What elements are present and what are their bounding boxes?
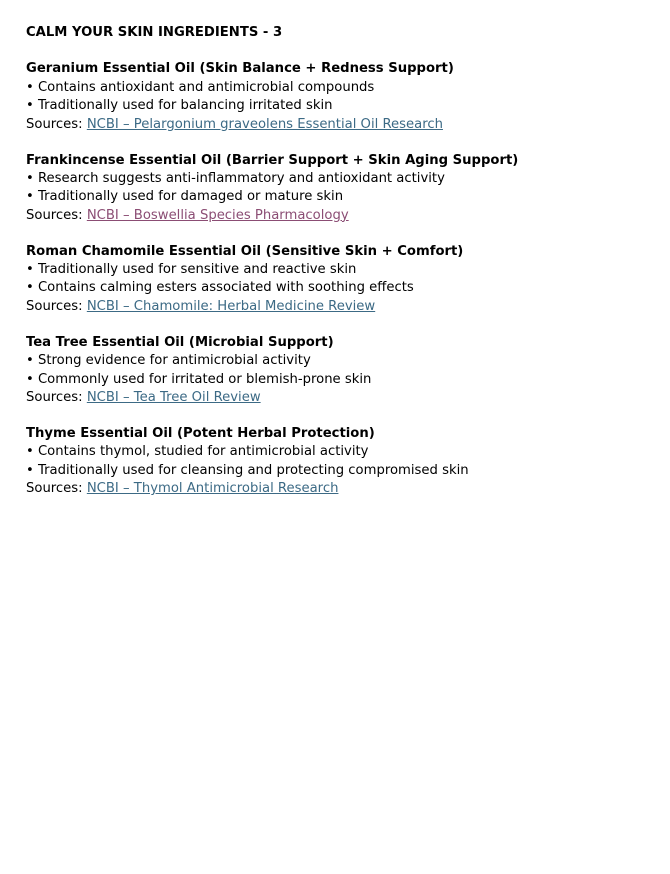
source-link-tea-tree[interactable]: NCBI – Tea Tree Oil Review xyxy=(86,390,261,405)
ingredient-section-roman-chamomile xyxy=(26,243,646,317)
section-heading: Tea Tree Essential Oil (Microbial Support) xyxy=(26,334,334,350)
bullet-point: • Traditionally used for balancing irritated skin xyxy=(26,98,333,114)
bullet-point: • Commonly used for irritated or blemish-prone skin xyxy=(26,371,372,387)
bullet-point: • Traditionally used for cleansing and protecting compromised skin xyxy=(26,462,469,478)
ingredient-section-tea-tree xyxy=(26,334,646,408)
bullet-point: • Research suggests anti-inflammatory and antioxidant activity xyxy=(26,170,445,186)
ingredient-section-thyme xyxy=(26,425,646,499)
bullet-point: • Contains calming esters associated with soothing effects xyxy=(26,280,414,296)
sources-line xyxy=(26,389,646,407)
sources-label: Sources: xyxy=(26,481,87,497)
sources-label: Sources: xyxy=(26,390,87,405)
section-heading: Thyme Essential Oil (Potent Herbal Protection) xyxy=(26,425,375,441)
source-link-geranium[interactable]: NCBI – Pelargonium graveolens Essential Oil Research xyxy=(86,116,443,132)
section-heading: Frankincense Essential Oil (Barrier Support + Skin Aging Support) xyxy=(26,152,519,168)
bullet-point: • Strong evidence for antimicrobial activity xyxy=(26,353,311,369)
ingredient-section-geranium xyxy=(26,60,646,134)
section-heading: Roman Chamomile Essential Oil (Sensitive Skin + Comfort) xyxy=(26,243,464,259)
document-title: CALM YOUR SKIN INGREDIENTS - 3 xyxy=(26,25,283,40)
source-link-thyme[interactable]: NCBI – Thymol Antimicrobial Research xyxy=(86,481,339,497)
sources-label: Sources: xyxy=(26,298,87,314)
bullet-point: • Contains antioxidant and antimicrobial compounds xyxy=(26,79,375,95)
source-link-frankincense[interactable]: NCBI – Boswellia Species Pharmacology xyxy=(86,207,349,223)
section-heading: Geranium Essential Oil (Skin Balance + Redness Support) xyxy=(26,61,454,77)
sources-label: Sources: xyxy=(26,207,87,223)
sources-label: Sources: xyxy=(26,116,87,132)
source-link-chamomile[interactable]: NCBI – Chamomile: Herbal Medicine Review xyxy=(86,298,376,314)
sources-line xyxy=(26,116,646,134)
bullet-point: • Traditionally used for damaged or mature skin xyxy=(26,189,344,205)
document-page xyxy=(26,24,646,516)
sources-line xyxy=(26,480,646,498)
sources-line xyxy=(26,207,646,225)
ingredient-section-frankincense xyxy=(26,152,646,226)
sources-line xyxy=(26,298,646,316)
bullet-point: • Contains thymol, studied for antimicrobial activity xyxy=(26,444,369,460)
bullet-point: • Traditionally used for sensitive and reactive skin xyxy=(26,262,357,278)
